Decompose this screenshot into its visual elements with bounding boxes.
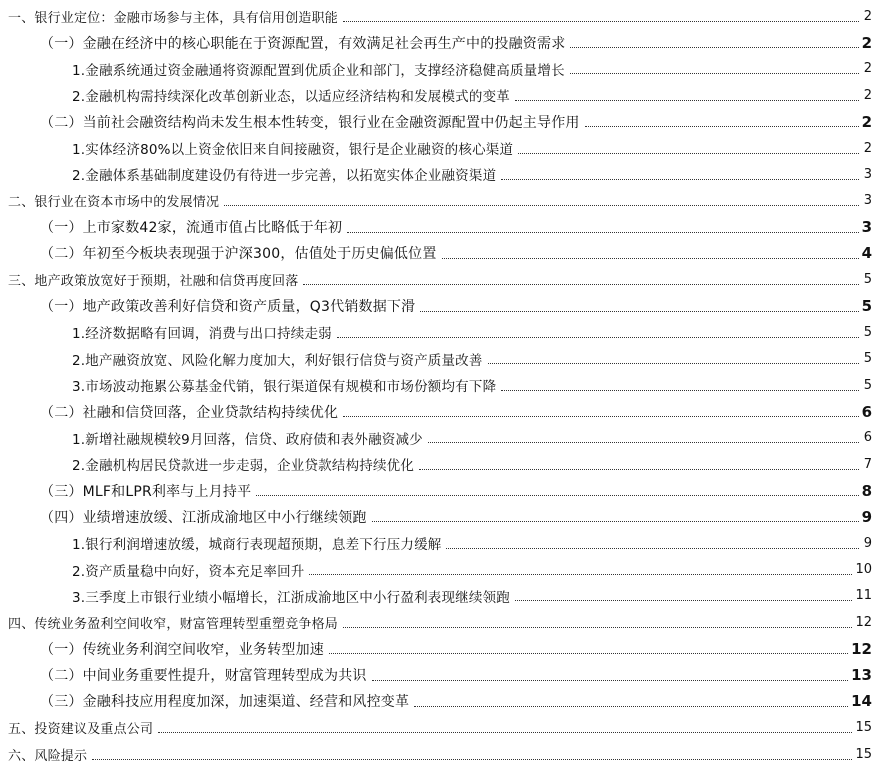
toc-entry-line bbox=[40, 109, 872, 134]
toc-page-number: 5 bbox=[861, 297, 872, 316]
dot-leader bbox=[337, 337, 859, 338]
toc-entry-line bbox=[8, 188, 872, 213]
dot-leader bbox=[92, 759, 852, 760]
toc-entry-title: （三）金融科技应用程度加深，加速渠道、经营和风控变革 bbox=[40, 691, 411, 711]
toc-entry-title: 1.金融系统通过资金融通将资源配置到优质企业和部门，支撑经济稳健高质量增长 bbox=[72, 59, 567, 79]
toc-entry-line bbox=[72, 57, 872, 82]
toc-page-number: 4 bbox=[861, 244, 872, 263]
dot-leader bbox=[343, 21, 859, 22]
toc-entry-line bbox=[40, 30, 872, 55]
toc-page-number: 2 bbox=[863, 61, 872, 77]
toc-entry-title: 五、投资建议及重点公司 bbox=[8, 718, 155, 737]
toc-entry[interactable] bbox=[0, 742, 880, 767]
toc-entry-line bbox=[40, 505, 872, 530]
toc-page-number: 5 bbox=[863, 351, 872, 367]
dot-leader bbox=[420, 311, 858, 312]
toc-page-number: 2 bbox=[861, 33, 872, 52]
toc-entry[interactable] bbox=[0, 268, 880, 293]
toc-entry[interactable] bbox=[0, 689, 880, 714]
toc-entry-line bbox=[8, 268, 872, 293]
toc-page-number: 6 bbox=[861, 402, 872, 421]
dot-leader bbox=[585, 126, 859, 127]
toc-entry-title: （二）中间业务重要性提升，财富管理转型成为共识 bbox=[40, 665, 369, 685]
toc-page-number: 15 bbox=[855, 720, 872, 736]
toc-entry[interactable] bbox=[0, 136, 880, 161]
toc-entry-title: 3.三季度上市银行业绩小幅增长，江浙成渝地区中小行盈利表现继续领跑 bbox=[72, 586, 512, 606]
toc-entry-title: 1.经济数据略有回调，消费与出口持续走弱 bbox=[72, 322, 334, 342]
toc-page-number: 9 bbox=[863, 535, 872, 551]
toc-entry-title: 1.银行利润增速放缓，城商行表现超预期，息差下行压力缓解 bbox=[72, 533, 443, 553]
toc-entry-line bbox=[72, 162, 872, 187]
toc-entry-title: （一）金融在经济中的核心职能在于资源配置，有效满足社会再生产中的投融资需求 bbox=[40, 33, 567, 53]
dot-leader bbox=[515, 600, 852, 601]
toc-entry-line bbox=[40, 663, 872, 688]
toc-entry[interactable] bbox=[0, 426, 880, 451]
toc-entry-line bbox=[40, 215, 872, 240]
toc-entry-line bbox=[8, 4, 872, 29]
toc-entry[interactable] bbox=[0, 399, 880, 424]
toc-entry[interactable] bbox=[0, 373, 880, 398]
toc-entry-title: （一）地产政策改善利好信贷和资产质量，Q3代销数据下滑 bbox=[40, 296, 417, 316]
toc-entry[interactable] bbox=[0, 294, 880, 319]
toc-entry-title: 二、银行业在资本市场中的发展情况 bbox=[8, 191, 221, 210]
toc-entry-line bbox=[72, 426, 872, 451]
toc-entry[interactable] bbox=[0, 83, 880, 108]
toc-entry[interactable] bbox=[0, 109, 880, 134]
dot-leader bbox=[343, 627, 852, 628]
toc-entry-title: 2.金融机构需持续深化改革创新业态，以适应经济结构和发展模式的变革 bbox=[72, 85, 512, 105]
dot-leader bbox=[501, 179, 859, 180]
toc-entry[interactable] bbox=[0, 347, 880, 372]
toc-page-number: 15 bbox=[855, 746, 872, 762]
toc-entry-line bbox=[40, 399, 872, 424]
toc-entry-line bbox=[72, 136, 872, 161]
dot-leader bbox=[570, 47, 858, 48]
dot-leader bbox=[488, 363, 859, 364]
dot-leader bbox=[518, 153, 859, 154]
toc-entry-title: （三）MLF和LPR利率与上月持平 bbox=[40, 481, 253, 501]
dot-leader bbox=[256, 495, 858, 496]
toc-page-number: 10 bbox=[855, 562, 872, 578]
dot-leader bbox=[343, 416, 858, 417]
toc-entry[interactable] bbox=[0, 636, 880, 661]
dot-leader bbox=[570, 73, 859, 74]
toc-entry-line bbox=[40, 294, 872, 319]
toc-entry[interactable] bbox=[0, 610, 880, 635]
toc-page-number: 3 bbox=[863, 193, 872, 209]
toc-entry-title: （二）社融和信贷回落，企业贷款结构持续优化 bbox=[40, 402, 340, 422]
toc-entry-line bbox=[72, 557, 872, 582]
toc-entry[interactable] bbox=[0, 4, 880, 29]
toc-page-number: 9 bbox=[861, 507, 872, 526]
toc-entry-line bbox=[72, 584, 872, 609]
toc-entry[interactable] bbox=[0, 584, 880, 609]
dot-leader bbox=[419, 469, 859, 470]
toc-entry-title: 2.金融机构居民贷款进一步走弱，企业贷款结构持续优化 bbox=[72, 454, 416, 474]
toc-page-number: 11 bbox=[855, 588, 872, 604]
dot-leader bbox=[329, 653, 848, 654]
toc-entry-line bbox=[8, 742, 872, 767]
dot-leader bbox=[428, 442, 859, 443]
toc-entry[interactable] bbox=[0, 478, 880, 503]
toc-entry-title: （一）传统业务利润空间收窄，业务转型加速 bbox=[40, 639, 326, 659]
toc-page-number: 5 bbox=[863, 377, 872, 393]
toc-entry-title: （一）上市家数42家，流通市值占比略低于年初 bbox=[40, 217, 344, 237]
toc-entry-line bbox=[40, 689, 872, 714]
toc-page-number: 3 bbox=[861, 218, 872, 237]
toc-entry-title: 一、银行业定位：金融市场参与主体，具有信用创造职能 bbox=[8, 7, 340, 26]
toc-entry-title: 六、风险提示 bbox=[8, 745, 89, 764]
toc-entry[interactable] bbox=[0, 715, 880, 740]
toc-page-number: 12 bbox=[855, 614, 872, 630]
dot-leader bbox=[303, 284, 859, 285]
dot-leader bbox=[372, 680, 849, 681]
toc-page-number: 7 bbox=[863, 456, 872, 472]
toc-page-number: 13 bbox=[851, 666, 872, 684]
toc-page-number: 5 bbox=[863, 324, 872, 340]
toc-page-number: 14 bbox=[851, 692, 872, 711]
toc-entry-title: 1.实体经济80%以上资金依旧来自间接融资，银行是企业融资的核心渠道 bbox=[72, 138, 515, 158]
toc-entry-line bbox=[72, 373, 872, 398]
toc-entry[interactable] bbox=[0, 162, 880, 187]
toc-entry-title: （四）业绩增速放缓、江浙成渝地区中小行继续领跑 bbox=[40, 507, 369, 527]
dot-leader bbox=[309, 574, 852, 575]
toc-entry[interactable] bbox=[0, 557, 880, 582]
toc-entry[interactable] bbox=[0, 188, 880, 213]
toc-entry-line bbox=[72, 347, 872, 372]
toc-entry[interactable] bbox=[0, 241, 880, 266]
toc-page-number: 2 bbox=[863, 8, 872, 24]
toc-entry[interactable] bbox=[0, 531, 880, 556]
toc-page-number: 3 bbox=[863, 166, 872, 182]
toc-entry-line bbox=[40, 241, 872, 266]
toc-page-number: 12 bbox=[851, 639, 872, 658]
toc-entry-title: 1.新增社融规模较9月回落，信贷、政府债和表外融资减少 bbox=[72, 428, 425, 448]
toc-entry-line bbox=[8, 610, 872, 635]
toc-entry-line bbox=[72, 531, 872, 556]
toc-page-number: 2 bbox=[863, 87, 872, 103]
toc-entry[interactable] bbox=[0, 57, 880, 82]
dot-leader bbox=[224, 205, 859, 206]
toc-entry-line bbox=[40, 636, 872, 661]
dot-leader bbox=[414, 706, 848, 707]
toc-entry-title: 2.金融体系基础制度建设仍有待进一步完善，以拓宽实体企业融资渠道 bbox=[72, 164, 498, 184]
toc-entry-line bbox=[72, 320, 872, 345]
toc-entry-title: （二）年初至今板块表现强于沪深300，估值处于历史偏低位置 bbox=[40, 243, 439, 263]
toc-entry[interactable] bbox=[0, 320, 880, 345]
dot-leader bbox=[515, 100, 859, 101]
dot-leader bbox=[446, 548, 859, 549]
dot-leader bbox=[501, 390, 859, 391]
toc-page-number: 2 bbox=[863, 140, 872, 156]
dot-leader bbox=[442, 258, 859, 259]
toc-page-number: 5 bbox=[863, 272, 872, 288]
toc-entry-title: 2.资产质量稳中向好，资本充足率回升 bbox=[72, 560, 306, 580]
dot-leader bbox=[158, 732, 852, 733]
toc-entry[interactable] bbox=[0, 215, 880, 240]
toc-entry-line bbox=[40, 478, 872, 503]
toc-entry-title: 2.地产融资放宽、风险化解力度加大，利好银行信贷与资产质量改善 bbox=[72, 349, 485, 369]
toc-entry-title: 四、传统业务盈利空间收窄，财富管理转型重塑竞争格局 bbox=[8, 613, 340, 632]
toc-entry-line bbox=[72, 83, 872, 108]
toc-entry-line bbox=[72, 452, 872, 477]
toc-entry[interactable] bbox=[0, 663, 880, 688]
toc-entry-title: （二）当前社会融资结构尚未发生根本性转变，银行业在金融资源配置中仍起主导作用 bbox=[40, 112, 582, 132]
toc-page-number: 6 bbox=[863, 430, 872, 446]
toc-entry-line bbox=[8, 715, 872, 740]
toc-entry-title: 三、地产政策放宽好于预期，社融和信贷再度回落 bbox=[8, 270, 300, 289]
toc-entry[interactable] bbox=[0, 452, 880, 477]
toc-entry[interactable] bbox=[0, 30, 880, 55]
toc-page-number: 2 bbox=[861, 112, 872, 131]
toc-page-number: 8 bbox=[861, 481, 872, 500]
toc-entry-title: 3.市场波动拖累公募基金代销，银行渠道保有规模和市场份额均有下降 bbox=[72, 375, 498, 395]
dot-leader bbox=[347, 232, 858, 233]
toc-entry[interactable] bbox=[0, 505, 880, 530]
dot-leader bbox=[372, 521, 859, 522]
